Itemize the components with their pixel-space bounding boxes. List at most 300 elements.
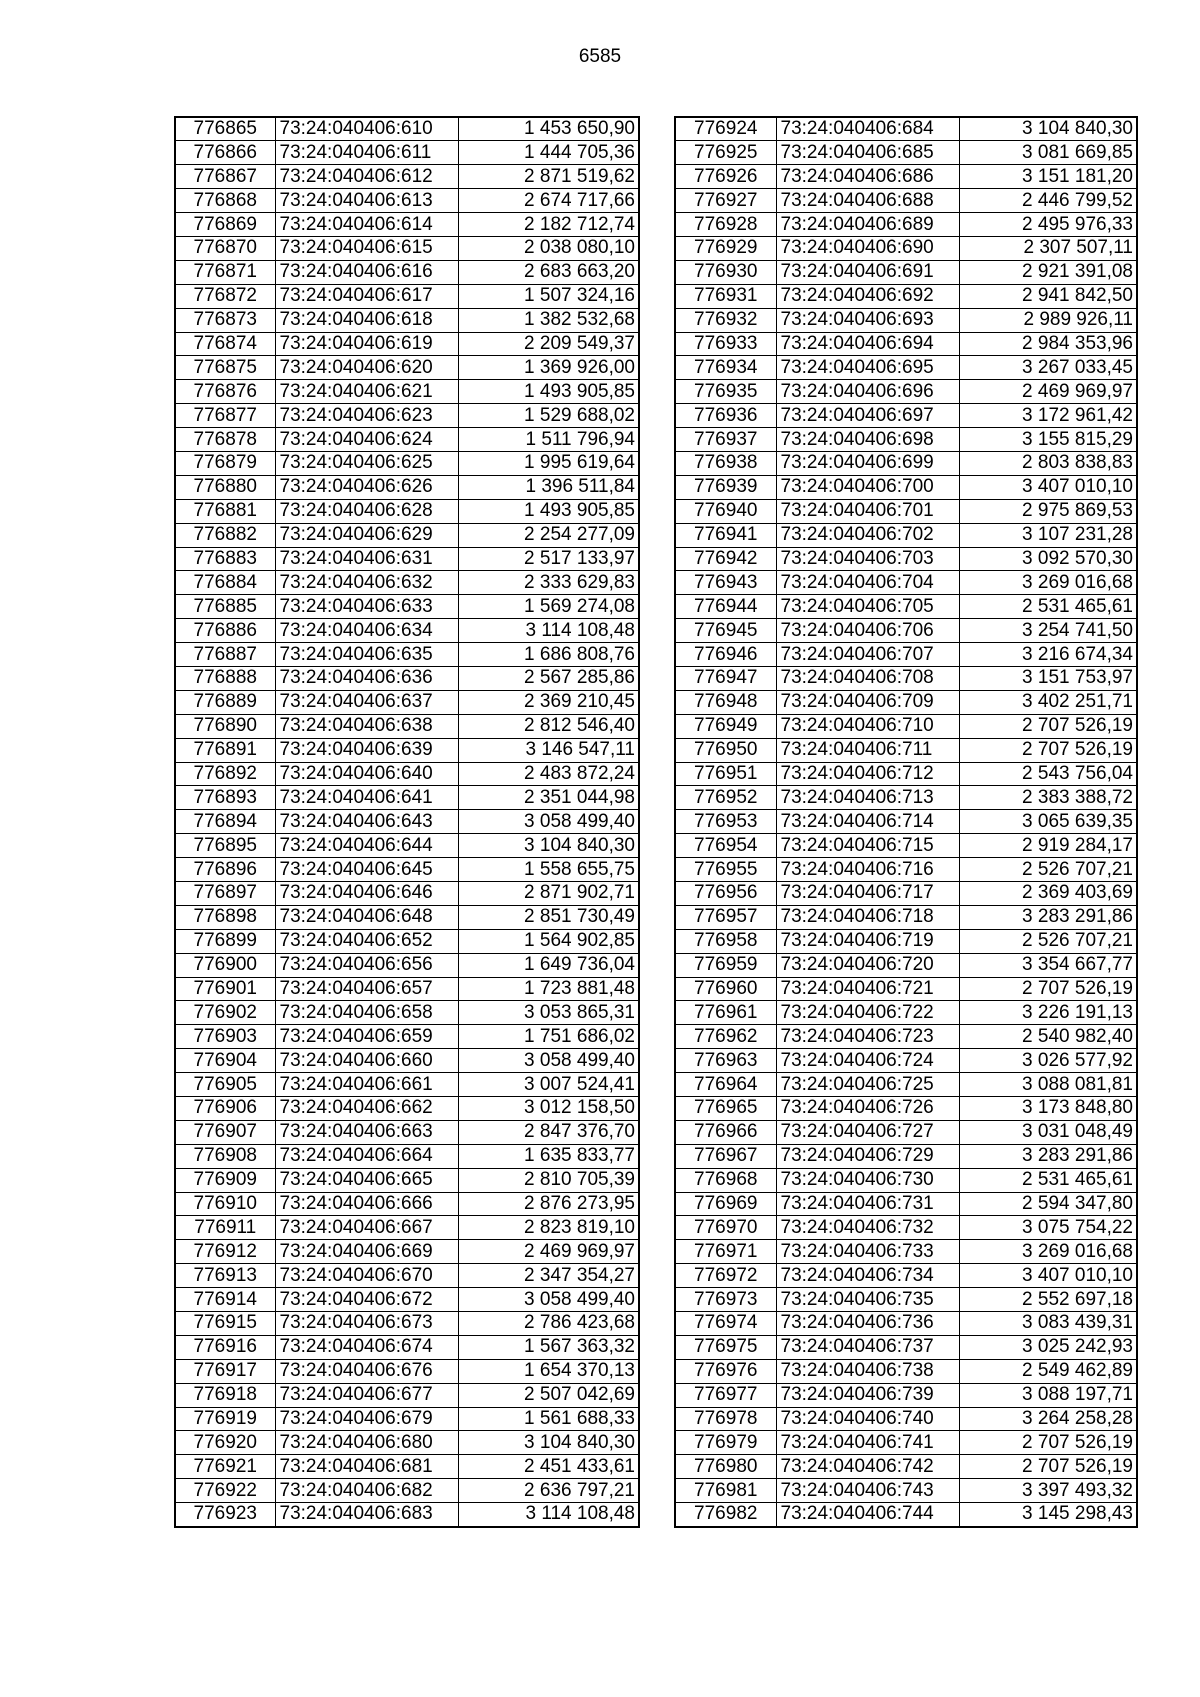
row-number-cell: 776893 <box>175 786 275 810</box>
row-number-cell: 776923 <box>175 1503 275 1527</box>
cadastral-number-cell: 73:24:040406:703 <box>776 547 959 571</box>
cadastral-number-cell: 73:24:040406:712 <box>776 762 959 786</box>
cadastral-value-cell: 2 786 423,68 <box>458 1312 639 1336</box>
row-number-cell: 776976 <box>675 1359 776 1383</box>
table-row <box>675 1168 1137 1192</box>
table-row <box>175 834 639 858</box>
table-row <box>675 308 1137 332</box>
table-row <box>675 213 1137 237</box>
cadastral-number-cell: 73:24:040406:638 <box>275 714 458 738</box>
cadastral-value-cell: 2 707 526,19 <box>959 738 1137 762</box>
cadastral-number-cell: 73:24:040406:674 <box>275 1335 458 1359</box>
cadastral-value-cell: 2 451 433,61 <box>458 1455 639 1479</box>
row-number-cell: 776944 <box>675 595 776 619</box>
row-number-cell: 776971 <box>675 1240 776 1264</box>
table-row <box>675 595 1137 619</box>
cadastral-value-cell: 2 847 376,70 <box>458 1120 639 1144</box>
row-number-cell: 776927 <box>675 189 776 213</box>
table-row <box>175 380 639 404</box>
table-row <box>675 1383 1137 1407</box>
cadastral-number-cell: 73:24:040406:616 <box>275 260 458 284</box>
cadastral-number-cell: 73:24:040406:633 <box>275 595 458 619</box>
cadastral-number-cell: 73:24:040406:661 <box>275 1073 458 1097</box>
cadastral-number-cell: 73:24:040406:727 <box>776 1120 959 1144</box>
row-number-cell: 776950 <box>675 738 776 762</box>
cadastral-value-cell: 1 567 363,32 <box>458 1335 639 1359</box>
row-number-cell: 776879 <box>175 451 275 475</box>
cadastral-value-cell: 3 151 181,20 <box>959 165 1137 189</box>
row-number-cell: 776880 <box>175 475 275 499</box>
cadastral-number-cell: 73:24:040406:652 <box>275 929 458 953</box>
cadastral-value-cell: 2 351 044,98 <box>458 786 639 810</box>
cadastral-number-cell: 73:24:040406:629 <box>275 523 458 547</box>
row-number-cell: 776872 <box>175 284 275 308</box>
cadastral-number-cell: 73:24:040406:725 <box>776 1073 959 1097</box>
table-row <box>175 260 639 284</box>
row-number-cell: 776920 <box>175 1431 275 1455</box>
table-row <box>675 1192 1137 1216</box>
row-number-cell: 776868 <box>175 189 275 213</box>
row-number-cell: 776958 <box>675 929 776 953</box>
cadastral-value-cell: 3 173 848,80 <box>959 1097 1137 1121</box>
row-number-cell: 776901 <box>175 977 275 1001</box>
cadastral-value-cell: 3 083 439,31 <box>959 1312 1137 1336</box>
cadastral-number-cell: 73:24:040406:698 <box>776 428 959 452</box>
cadastral-value-cell: 3 007 524,41 <box>458 1073 639 1097</box>
table-row <box>175 1097 639 1121</box>
cadastral-value-cell: 3 114 108,48 <box>458 1503 639 1527</box>
row-number-cell: 776902 <box>175 1001 275 1025</box>
cadastral-number-cell: 73:24:040406:733 <box>776 1240 959 1264</box>
cadastral-number-cell: 73:24:040406:741 <box>776 1431 959 1455</box>
table-row <box>675 953 1137 977</box>
cadastral-value-cell: 2 851 730,49 <box>458 905 639 929</box>
row-number-cell: 776900 <box>175 953 275 977</box>
cadastral-value-cell: 3 088 197,71 <box>959 1383 1137 1407</box>
table-row <box>175 1455 639 1479</box>
table-row <box>675 1503 1137 1527</box>
row-number-cell: 776917 <box>175 1359 275 1383</box>
cadastral-number-cell: 73:24:040406:681 <box>275 1455 458 1479</box>
cadastral-value-cell: 2 707 526,19 <box>959 1431 1137 1455</box>
cadastral-value-cell: 3 075 754,22 <box>959 1216 1137 1240</box>
table-row <box>675 499 1137 523</box>
cadastral-value-cell: 2 517 133,97 <box>458 547 639 571</box>
cadastral-value-cell: 1 382 532,68 <box>458 308 639 332</box>
row-number-cell: 776954 <box>675 834 776 858</box>
table-row <box>675 428 1137 452</box>
row-number-cell: 776899 <box>175 929 275 953</box>
cadastral-number-cell: 73:24:040406:738 <box>776 1359 959 1383</box>
cadastral-number-cell: 73:24:040406:713 <box>776 786 959 810</box>
row-number-cell: 776941 <box>675 523 776 547</box>
row-number-cell: 776886 <box>175 619 275 643</box>
cadastral-number-cell: 73:24:040406:670 <box>275 1264 458 1288</box>
cadastral-number-cell: 73:24:040406:637 <box>275 690 458 714</box>
cadastral-value-cell: 3 114 108,48 <box>458 619 639 643</box>
cadastral-number-cell: 73:24:040406:659 <box>275 1025 458 1049</box>
table-row <box>675 523 1137 547</box>
cadastral-number-cell: 73:24:040406:696 <box>776 380 959 404</box>
cadastral-number-cell: 73:24:040406:711 <box>776 738 959 762</box>
cadastral-value-cell: 3 354 667,77 <box>959 953 1137 977</box>
cadastral-number-cell: 73:24:040406:660 <box>275 1049 458 1073</box>
row-number-cell: 776926 <box>675 165 776 189</box>
cadastral-value-cell: 1 444 705,36 <box>458 141 639 165</box>
row-number-cell: 776947 <box>675 666 776 690</box>
row-number-cell: 776916 <box>175 1335 275 1359</box>
cadastral-number-cell: 73:24:040406:690 <box>776 236 959 260</box>
table-row <box>675 977 1137 1001</box>
table-row <box>675 666 1137 690</box>
table-row <box>675 236 1137 260</box>
cadastral-number-cell: 73:24:040406:657 <box>275 977 458 1001</box>
cadastral-number-cell: 73:24:040406:707 <box>776 643 959 667</box>
row-number-cell: 776871 <box>175 260 275 284</box>
cadastral-value-cell: 1 686 808,76 <box>458 643 639 667</box>
row-number-cell: 776921 <box>175 1455 275 1479</box>
cadastral-value-cell: 1 564 902,85 <box>458 929 639 953</box>
row-number-cell: 776965 <box>675 1097 776 1121</box>
table-row <box>175 1431 639 1455</box>
cadastral-value-cell: 2 919 284,17 <box>959 834 1137 858</box>
cadastral-number-cell: 73:24:040406:619 <box>275 332 458 356</box>
cadastral-value-cell: 2 810 705,39 <box>458 1168 639 1192</box>
cadastral-value-cell: 2 871 519,62 <box>458 165 639 189</box>
row-number-cell: 776922 <box>175 1479 275 1503</box>
row-number-cell: 776865 <box>175 117 275 141</box>
row-number-cell: 776962 <box>675 1025 776 1049</box>
table-row <box>675 1049 1137 1073</box>
cadastral-number-cell: 73:24:040406:691 <box>776 260 959 284</box>
cadastral-value-cell: 1 453 650,90 <box>458 117 639 141</box>
cadastral-number-cell: 73:24:040406:648 <box>275 905 458 929</box>
table-row <box>675 858 1137 882</box>
cadastral-number-cell: 73:24:040406:664 <box>275 1144 458 1168</box>
table-row <box>175 165 639 189</box>
cadastral-number-cell: 73:24:040406:625 <box>275 451 458 475</box>
table-row <box>175 1288 639 1312</box>
table-row <box>675 380 1137 404</box>
cadastral-value-cell: 2 540 982,40 <box>959 1025 1137 1049</box>
cadastral-value-cell: 2 531 465,61 <box>959 595 1137 619</box>
cadastral-value-cell: 2 876 273,95 <box>458 1192 639 1216</box>
row-number-cell: 776956 <box>675 882 776 906</box>
table-row <box>675 1240 1137 1264</box>
table-row <box>175 1168 639 1192</box>
row-number-cell: 776953 <box>675 810 776 834</box>
cadastral-value-cell: 1 751 686,02 <box>458 1025 639 1049</box>
cadastral-number-cell: 73:24:040406:641 <box>275 786 458 810</box>
table-row <box>675 1335 1137 1359</box>
cadastral-value-cell: 3 269 016,68 <box>959 1240 1137 1264</box>
table-row <box>175 236 639 260</box>
cadastral-value-cell: 2 483 872,24 <box>458 762 639 786</box>
row-number-cell: 776890 <box>175 714 275 738</box>
cadastral-number-cell: 73:24:040406:729 <box>776 1144 959 1168</box>
table-row <box>175 905 639 929</box>
row-number-cell: 776909 <box>175 1168 275 1192</box>
cadastral-number-cell: 73:24:040406:730 <box>776 1168 959 1192</box>
table-row <box>675 571 1137 595</box>
row-number-cell: 776974 <box>675 1312 776 1336</box>
row-number-cell: 776874 <box>175 332 275 356</box>
row-number-cell: 776889 <box>175 690 275 714</box>
cadastral-value-cell: 3 104 840,30 <box>458 834 639 858</box>
cadastral-value-cell: 1 493 905,85 <box>458 380 639 404</box>
table-row <box>675 547 1137 571</box>
cadastral-value-cell: 3 402 251,71 <box>959 690 1137 714</box>
page-number: 6585 <box>578 46 622 67</box>
row-number-cell: 776960 <box>675 977 776 1001</box>
cadastral-value-cell: 2 495 976,33 <box>959 213 1137 237</box>
table-row <box>675 117 1137 141</box>
table-row <box>175 404 639 428</box>
table-row <box>675 1097 1137 1121</box>
table-row <box>175 1144 639 1168</box>
row-number-cell: 776918 <box>175 1383 275 1407</box>
row-number-cell: 776967 <box>675 1144 776 1168</box>
table-row <box>675 905 1137 929</box>
table-row <box>175 451 639 475</box>
cadastral-number-cell: 73:24:040406:702 <box>776 523 959 547</box>
cadastral-value-cell: 2 254 277,09 <box>458 523 639 547</box>
table-row <box>175 953 639 977</box>
cadastral-value-cell: 2 549 462,89 <box>959 1359 1137 1383</box>
cadastral-value-cell: 3 065 639,35 <box>959 810 1137 834</box>
cadastral-number-cell: 73:24:040406:628 <box>275 499 458 523</box>
cadastral-number-cell: 73:24:040406:737 <box>776 1335 959 1359</box>
cadastral-value-cell: 1 561 688,33 <box>458 1407 639 1431</box>
row-number-cell: 776925 <box>675 141 776 165</box>
cadastral-number-cell: 73:24:040406:731 <box>776 1192 959 1216</box>
table-row <box>675 1120 1137 1144</box>
cadastral-value-cell: 1 558 655,75 <box>458 858 639 882</box>
cadastral-number-cell: 73:24:040406:700 <box>776 475 959 499</box>
table-row <box>175 1407 639 1431</box>
row-number-cell: 776881 <box>175 499 275 523</box>
table-row <box>675 1312 1137 1336</box>
cadastral-value-cell: 2 921 391,08 <box>959 260 1137 284</box>
cadastral-value-cell: 1 654 370,13 <box>458 1359 639 1383</box>
table-row <box>175 1216 639 1240</box>
cadastral-number-cell: 73:24:040406:673 <box>275 1312 458 1336</box>
table-row <box>675 738 1137 762</box>
table-row <box>675 356 1137 380</box>
cadastral-value-cell: 3 058 499,40 <box>458 810 639 834</box>
cadastral-value-cell: 3 107 231,28 <box>959 523 1137 547</box>
cadastral-value-cell: 3 088 081,81 <box>959 1073 1137 1097</box>
table-row <box>675 1455 1137 1479</box>
row-number-cell: 776875 <box>175 356 275 380</box>
cadastral-value-cell: 3 092 570,30 <box>959 547 1137 571</box>
row-number-cell: 776873 <box>175 308 275 332</box>
cadastral-number-cell: 73:24:040406:721 <box>776 977 959 1001</box>
cadastral-value-cell: 3 283 291,86 <box>959 1144 1137 1168</box>
row-number-cell: 776939 <box>675 475 776 499</box>
cadastral-number-cell: 73:24:040406:683 <box>275 1503 458 1527</box>
cadastral-number-cell: 73:24:040406:743 <box>776 1479 959 1503</box>
cadastral-number-cell: 73:24:040406:684 <box>776 117 959 141</box>
row-number-cell: 776913 <box>175 1264 275 1288</box>
cadastral-value-cell: 2 989 926,11 <box>959 308 1137 332</box>
cadastral-number-cell: 73:24:040406:640 <box>275 762 458 786</box>
cadastral-number-cell: 73:24:040406:717 <box>776 882 959 906</box>
row-number-cell: 776957 <box>675 905 776 929</box>
table-row <box>675 165 1137 189</box>
cadastral-number-cell: 73:24:040406:658 <box>275 1001 458 1025</box>
cadastral-number-cell: 73:24:040406:697 <box>776 404 959 428</box>
table-row <box>175 1025 639 1049</box>
cadastral-number-cell: 73:24:040406:656 <box>275 953 458 977</box>
row-number-cell: 776907 <box>175 1120 275 1144</box>
cadastral-number-cell: 73:24:040406:708 <box>776 666 959 690</box>
cadastral-number-cell: 73:24:040406:643 <box>275 810 458 834</box>
cadastral-value-cell: 3 283 291,86 <box>959 905 1137 929</box>
cadastral-value-cell: 2 531 465,61 <box>959 1168 1137 1192</box>
cadastral-number-cell: 73:24:040406:613 <box>275 189 458 213</box>
cadastral-number-cell: 73:24:040406:710 <box>776 714 959 738</box>
table-row <box>675 451 1137 475</box>
cadastral-value-cell: 2 469 969,97 <box>959 380 1137 404</box>
cadastral-number-cell: 73:24:040406:726 <box>776 1097 959 1121</box>
cadastral-value-cell: 3 267 033,45 <box>959 356 1137 380</box>
cadastral-number-cell: 73:24:040406:699 <box>776 451 959 475</box>
cadastral-value-cell: 3 216 674,34 <box>959 643 1137 667</box>
cadastral-number-cell: 73:24:040406:686 <box>776 165 959 189</box>
row-number-cell: 776963 <box>675 1049 776 1073</box>
cadastral-number-cell: 73:24:040406:714 <box>776 810 959 834</box>
cadastral-number-cell: 73:24:040406:735 <box>776 1288 959 1312</box>
row-number-cell: 776961 <box>675 1001 776 1025</box>
cadastral-number-cell: 73:24:040406:679 <box>275 1407 458 1431</box>
row-number-cell: 776946 <box>675 643 776 667</box>
cadastral-number-cell: 73:24:040406:665 <box>275 1168 458 1192</box>
row-number-cell: 776949 <box>675 714 776 738</box>
table-row <box>175 1001 639 1025</box>
table-row <box>175 213 639 237</box>
table-row <box>675 284 1137 308</box>
row-number-cell: 776908 <box>175 1144 275 1168</box>
cadastral-number-cell: 73:24:040406:635 <box>275 643 458 667</box>
cadastral-number-cell: 73:24:040406:715 <box>776 834 959 858</box>
table-row <box>175 499 639 523</box>
table-row <box>675 762 1137 786</box>
cadastral-value-cell: 1 649 736,04 <box>458 953 639 977</box>
cadastral-number-cell: 73:24:040406:736 <box>776 1312 959 1336</box>
cadastral-number-cell: 73:24:040406:732 <box>776 1216 959 1240</box>
cadastral-number-cell: 73:24:040406:614 <box>275 213 458 237</box>
cadastral-number-cell: 73:24:040406:709 <box>776 690 959 714</box>
cadastral-value-cell: 3 012 158,50 <box>458 1097 639 1121</box>
cadastral-value-cell: 2 469 969,97 <box>458 1240 639 1264</box>
cadastral-value-cell: 2 823 819,10 <box>458 1216 639 1240</box>
cadastral-value-cell: 3 151 753,97 <box>959 666 1137 690</box>
table-row <box>175 1312 639 1336</box>
row-number-cell: 776978 <box>675 1407 776 1431</box>
row-number-cell: 776883 <box>175 547 275 571</box>
cadastral-number-cell: 73:24:040406:720 <box>776 953 959 977</box>
cadastral-value-cell: 1 529 688,02 <box>458 404 639 428</box>
table-row <box>675 1407 1137 1431</box>
table-row <box>675 1001 1137 1025</box>
row-number-cell: 776869 <box>175 213 275 237</box>
cadastral-value-cell: 2 812 546,40 <box>458 714 639 738</box>
cadastral-value-cell: 3 146 547,11 <box>458 738 639 762</box>
row-number-cell: 776911 <box>175 1216 275 1240</box>
cadastral-number-cell: 73:24:040406:617 <box>275 284 458 308</box>
cadastral-value-cell: 2 526 707,21 <box>959 858 1137 882</box>
table-row <box>175 929 639 953</box>
table-row <box>175 619 639 643</box>
row-number-cell: 776980 <box>675 1455 776 1479</box>
table-row <box>675 1216 1137 1240</box>
table-row <box>175 1383 639 1407</box>
table-row <box>175 714 639 738</box>
table-row <box>175 356 639 380</box>
cadastral-value-cell: 3 269 016,68 <box>959 571 1137 595</box>
cadastral-value-cell: 2 038 080,10 <box>458 236 639 260</box>
table-row <box>675 1025 1137 1049</box>
cadastral-value-cell: 2 871 902,71 <box>458 882 639 906</box>
cadastral-value-cell: 2 975 869,53 <box>959 499 1137 523</box>
cadastral-number-cell: 73:24:040406:734 <box>776 1264 959 1288</box>
cadastral-value-cell: 2 507 042,69 <box>458 1383 639 1407</box>
row-number-cell: 776973 <box>675 1288 776 1312</box>
table-row <box>675 1264 1137 1288</box>
cadastral-value-cell: 2 984 353,96 <box>959 332 1137 356</box>
table-row <box>675 929 1137 953</box>
cadastral-value-cell: 2 383 388,72 <box>959 786 1137 810</box>
cadastral-number-cell: 73:24:040406:724 <box>776 1049 959 1073</box>
row-number-cell: 776867 <box>175 165 275 189</box>
cadastral-value-cell: 2 636 797,21 <box>458 1479 639 1503</box>
row-number-cell: 776930 <box>675 260 776 284</box>
row-number-cell: 776982 <box>675 1503 776 1527</box>
table-row <box>175 738 639 762</box>
cadastral-value-cell: 2 707 526,19 <box>959 977 1137 1001</box>
row-number-cell: 776969 <box>675 1192 776 1216</box>
row-number-cell: 776952 <box>675 786 776 810</box>
table-row <box>175 595 639 619</box>
table-row <box>175 571 639 595</box>
row-number-cell: 776935 <box>675 380 776 404</box>
cadastral-number-cell: 73:24:040406:612 <box>275 165 458 189</box>
row-number-cell: 776942 <box>675 547 776 571</box>
row-number-cell: 776975 <box>675 1335 776 1359</box>
cadastral-number-cell: 73:24:040406:662 <box>275 1097 458 1121</box>
table-row <box>675 1144 1137 1168</box>
row-number-cell: 776924 <box>675 117 776 141</box>
cadastral-number-cell: 73:24:040406:632 <box>275 571 458 595</box>
cadastral-value-cell: 3 025 242,93 <box>959 1335 1137 1359</box>
cadastral-number-cell: 73:24:040406:610 <box>275 117 458 141</box>
table-row <box>175 189 639 213</box>
cadastral-value-cell: 2 567 285,86 <box>458 666 639 690</box>
table-row <box>175 475 639 499</box>
cadastral-number-cell: 73:24:040406:740 <box>776 1407 959 1431</box>
table-row <box>175 1359 639 1383</box>
table-row <box>175 690 639 714</box>
table-row <box>175 1120 639 1144</box>
table-row <box>175 284 639 308</box>
cadastral-value-cell: 2 707 526,19 <box>959 714 1137 738</box>
row-number-cell: 776936 <box>675 404 776 428</box>
row-number-cell: 776972 <box>675 1264 776 1288</box>
table-row <box>675 810 1137 834</box>
cadastral-value-cell: 1 369 926,00 <box>458 356 639 380</box>
cadastral-value-cell: 1 723 881,48 <box>458 977 639 1001</box>
